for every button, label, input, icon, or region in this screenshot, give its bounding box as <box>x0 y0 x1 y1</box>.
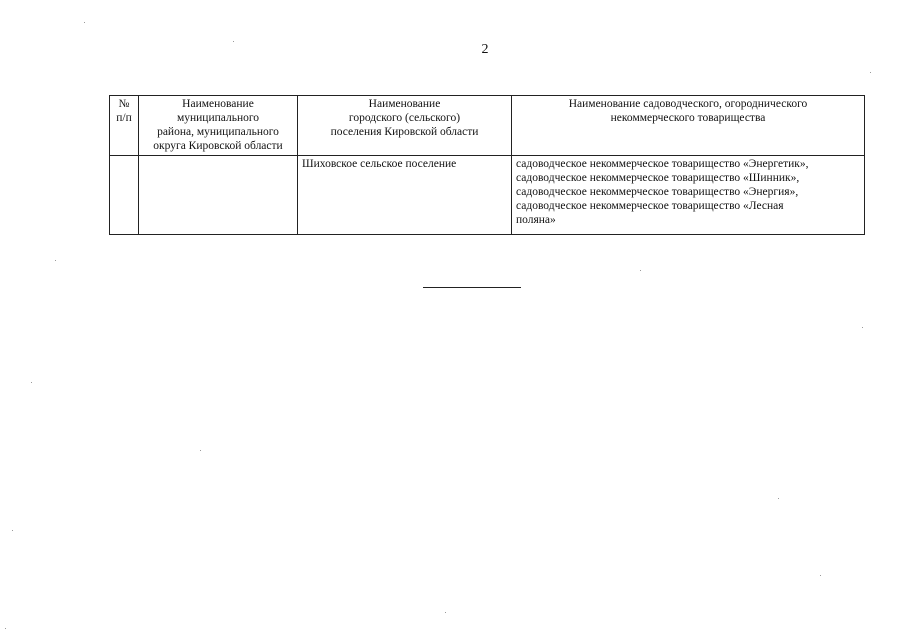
scan-speck <box>31 382 32 383</box>
header-society <box>512 96 865 156</box>
scan-speck <box>445 612 446 613</box>
cell-societies <box>512 156 865 235</box>
header-society-text: Наименование садоводческого, огороднического некоммерческого товарищества <box>568 98 808 124</box>
table-body <box>110 156 865 235</box>
page-number: 2 <box>481 42 489 57</box>
end-of-document-line <box>423 287 521 288</box>
table-header <box>110 96 865 156</box>
cell-district <box>139 156 298 235</box>
cell-settlement-text: Шиховское сельское поселение <box>302 158 457 170</box>
cell-societies-text: садоводческое некоммерческое товарищество «Энергетик», садоводческое некоммерческое товарищество «Шинник», садоводческое некоммерческое товарищество «Энергия», садоводческое некоммерческое товарищество «Лесная поляна» <box>516 158 809 226</box>
scan-speck <box>870 72 871 73</box>
header-settlement-text: Наименование городского (сельского) поселения Кировской области <box>330 98 479 138</box>
scan-speck <box>200 450 201 451</box>
scan-speck <box>640 270 641 271</box>
header-settlement <box>298 96 512 156</box>
scan-speck <box>84 22 85 23</box>
settlements-table <box>109 95 865 235</box>
table-row <box>110 156 865 235</box>
scan-speck <box>5 628 6 629</box>
scan-speck <box>778 498 779 499</box>
header-district <box>139 96 298 156</box>
cell-number <box>110 156 139 235</box>
cell-settlement <box>298 156 512 235</box>
scan-speck <box>233 41 234 42</box>
scan-speck <box>862 327 863 328</box>
header-district-text: Наименование муниципального района, муниципального округа Кировской области <box>153 98 283 152</box>
scan-speck <box>12 530 13 531</box>
scan-speck <box>55 260 56 261</box>
table-header-row <box>110 96 865 156</box>
header-number <box>110 96 139 156</box>
scan-speck <box>820 575 821 576</box>
header-number-text: № п/п <box>116 98 132 124</box>
